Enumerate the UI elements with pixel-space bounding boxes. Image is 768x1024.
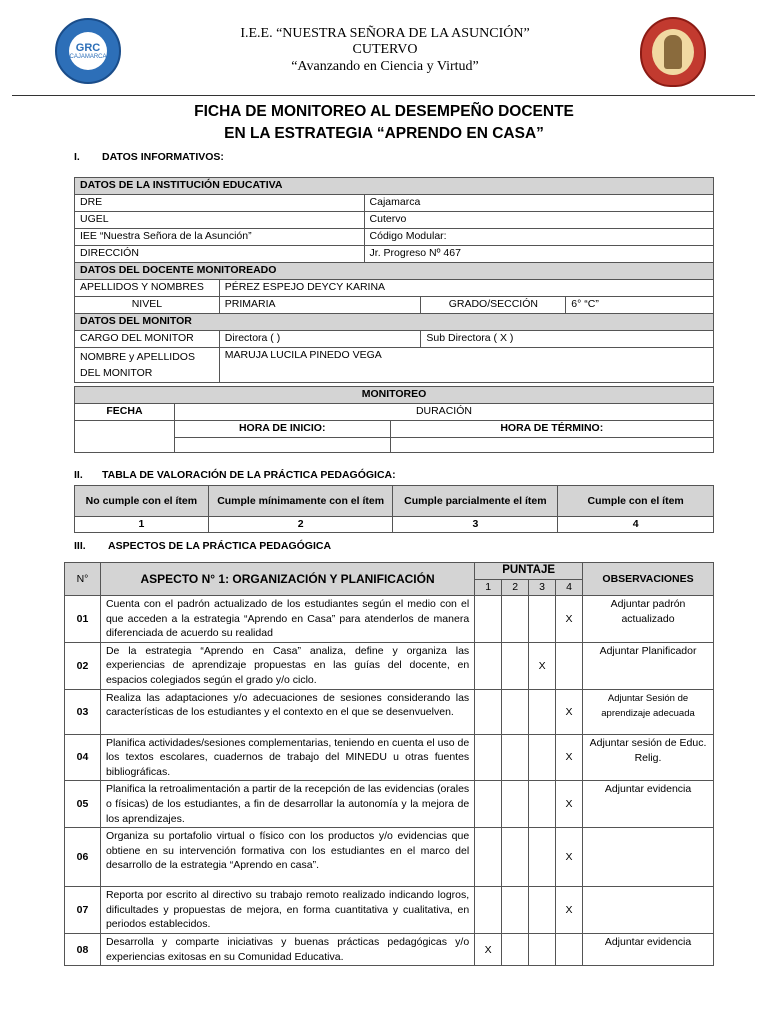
hora-inicio-value <box>174 438 390 453</box>
observation: Adjuntar sesión de Educ. Relig. <box>583 734 714 781</box>
aspect-row <box>65 933 714 965</box>
aspect-row <box>65 596 714 643</box>
score-mark-2 <box>502 887 529 934</box>
iee-label: IEE “Nuestra Señora de la Asunción” <box>75 229 365 246</box>
nombre-monitor-label: NOMBRE y APELLIDOS DEL MONITOR <box>75 348 220 383</box>
score-mark-2 <box>502 933 529 965</box>
score-mark-4 <box>556 642 583 689</box>
col-observaciones-header: OBSERVACIONES <box>583 563 714 596</box>
cargo-option-directora: Directora ( ) <box>219 331 421 348</box>
section3-heading <box>74 540 331 552</box>
valoracion-header-3: Cumple parcialmente el ítem <box>393 486 558 517</box>
score-col-1: 1 <box>475 580 502 596</box>
score-mark-4: X <box>556 734 583 781</box>
section3-number: III. <box>74 540 86 552</box>
score-mark-4: X <box>556 887 583 934</box>
score-mark-4: X <box>556 596 583 643</box>
nivel-value: PRIMARIA <box>219 297 421 314</box>
dre-value: Cajamarca <box>364 195 713 212</box>
col-aspecto-header: ASPECTO N° 1: ORGANIZACIÓN Y PLANIFICACIÓN <box>100 563 474 596</box>
section3-label: ASPECTOS DE LA PRÁCTICA PEDAGÓGICA <box>108 540 332 552</box>
aspect-number: 03 <box>65 689 101 734</box>
codigo-modular-label: Código Modular: <box>364 229 713 246</box>
score-mark-1: X <box>475 933 502 965</box>
score-mark-3 <box>529 828 556 887</box>
observation: Adjuntar Planificador <box>583 642 714 689</box>
aspect-description: Organiza su portafolio virtual o físico con los productos y/o evidencias que obtiene en su intervención formativa con los estudiantes en el marco del desarrollo de la estrategia “Aprendo en casa”. <box>100 828 474 887</box>
ugel-value: Cutervo <box>364 212 713 229</box>
score-mark-2 <box>502 642 529 689</box>
aspect-rows <box>65 596 714 966</box>
aspect-row <box>65 734 714 781</box>
fecha-label: FECHA <box>75 404 175 421</box>
cargo-label: CARGO DEL MONITOR <box>75 331 220 348</box>
score-mark-3 <box>529 781 556 828</box>
score-mark-3 <box>529 933 556 965</box>
monitoreo-header: MONITOREO <box>75 387 714 404</box>
score-mark-1 <box>475 887 502 934</box>
aspect-row <box>65 828 714 887</box>
valoracion-value-2: 2 <box>208 517 393 533</box>
aspect-row <box>65 642 714 689</box>
score-mark-1 <box>475 596 502 643</box>
aspect-number: 08 <box>65 933 101 965</box>
datos-informativos-table <box>74 177 714 383</box>
score-mark-4 <box>556 933 583 965</box>
school-motto: “Avanzando en Ciencia y Virtud” <box>291 59 479 74</box>
ugel-logo-text: GRC <box>75 42 101 54</box>
valoracion-value-4: 4 <box>558 517 714 533</box>
aspect-number: 07 <box>65 887 101 934</box>
aspect-number: 05 <box>65 781 101 828</box>
observation: Adjuntar evidencia <box>583 781 714 828</box>
ugel-label: UGEL <box>75 212 365 229</box>
score-mark-2 <box>502 689 529 734</box>
ugel-logo <box>55 18 121 84</box>
aspect-number: 04 <box>65 734 101 781</box>
aspect-number: 01 <box>65 596 101 643</box>
school-name: I.E.E. “NUESTRA SEÑORA DE LA ASUNCIÓN” <box>240 26 530 41</box>
score-mark-2 <box>502 828 529 887</box>
section2-heading <box>74 469 396 481</box>
page-header <box>0 0 768 96</box>
monitor-header: DATOS DEL MONITOR <box>75 314 714 331</box>
direccion-label: DIRECCIÓN <box>75 246 365 263</box>
section1-number: I. <box>74 151 80 163</box>
grado-label: GRADO/SECCIÓN <box>421 297 566 314</box>
aspectos-table <box>64 562 714 966</box>
score-mark-4: X <box>556 781 583 828</box>
aspect-row <box>65 689 714 734</box>
score-mark-1 <box>475 781 502 828</box>
apellidos-label: APELLIDOS Y NOMBRES <box>75 280 220 297</box>
nivel-label: NIVEL <box>75 297 220 314</box>
hora-termino-label: HORA DE TÉRMINO: <box>390 421 713 438</box>
aspect-number: 06 <box>65 828 101 887</box>
score-mark-3 <box>529 689 556 734</box>
aspect-description: Planifica actividades/sesiones complementarias, teniendo en cuenta el uso de los textos escolares, cuadernos de trabajo del MINEDU u otras fuentes bibliográficas. <box>100 734 474 781</box>
observation <box>583 828 714 887</box>
school-crest-logo <box>640 17 706 87</box>
section2-number: II. <box>74 469 83 481</box>
aspect-description: Desarrolla y comparte iniciativas y buenas prácticas pedagógicas y/o experiencias exitosas en su Comunidad Educativa. <box>100 933 474 965</box>
doc-title-line1: FICHA DE MONITOREO AL DESEMPEÑO DOCENTE <box>194 103 574 120</box>
ugel-logo-subtext: CAJAMARCA <box>69 54 107 60</box>
doc-title-line2: EN LA ESTRATEGIA “APRENDO EN CASA” <box>224 125 544 142</box>
monitoreo-table <box>74 386 714 453</box>
score-mark-1 <box>475 828 502 887</box>
aspect-description: Cuenta con el padrón actualizado de los estudiantes según el medio con el que acceden a la estrategia “Aprendo en Casa” para atenderlos de manera diferenciada de acuerdo su realidad <box>100 596 474 643</box>
score-mark-1 <box>475 734 502 781</box>
aspect-row <box>65 781 714 828</box>
valoracion-value-3: 3 <box>393 517 558 533</box>
valoracion-header-1: No cumple con el ítem <box>75 486 209 517</box>
valoracion-header-4: Cumple con el ítem <box>558 486 714 517</box>
grado-value: 6° “C” <box>566 297 714 314</box>
score-col-2: 2 <box>502 580 529 596</box>
docente-header: DATOS DEL DOCENTE MONITOREADO <box>75 263 714 280</box>
cargo-option-subdirectora: Sub Directora ( X ) <box>421 331 714 348</box>
apellidos-value: PÉREZ ESPEJO DEYCY KARINA <box>219 280 713 297</box>
aspect-row <box>65 887 714 934</box>
score-mark-3 <box>529 596 556 643</box>
score-mark-1 <box>475 642 502 689</box>
col-numero-header: N° <box>65 563 101 596</box>
nombre-monitor-value: MARUJA LUCILA PINEDO VEGA <box>219 348 713 383</box>
observation <box>583 887 714 934</box>
ie-header: DATOS DE LA INSTITUCIÓN EDUCATIVA <box>75 178 714 195</box>
direccion-value: Jr. Progreso Nº 467 <box>364 246 713 263</box>
school-city: CUTERVO <box>352 42 418 57</box>
fecha-value <box>75 421 175 453</box>
valoracion-value-1: 1 <box>75 517 209 533</box>
aspect-description: Realiza las adaptaciones y/o adecuaciones de sesiones considerando las características de los estudiantes y el contexto en el que se desenvuelven. <box>100 689 474 734</box>
dre-label: DRE <box>75 195 365 212</box>
score-mark-3 <box>529 734 556 781</box>
header-divider <box>12 95 755 96</box>
score-mark-3 <box>529 887 556 934</box>
hora-termino-value <box>390 438 713 453</box>
observation: Adjuntar Sesión de aprendizaje adecuada <box>583 689 714 734</box>
aspect-number: 02 <box>65 642 101 689</box>
score-mark-2 <box>502 781 529 828</box>
aspect-description: De la estrategia “Aprendo en Casa” analiza, define y organiza las experiencias de aprendizaje propuestas en las guías del docente, en espacios colegiados según el grado y/o ciclo. <box>100 642 474 689</box>
observation: Adjuntar evidencia <box>583 933 714 965</box>
score-mark-2 <box>502 734 529 781</box>
col-puntaje-header: PUNTAJE <box>475 563 583 580</box>
observation: Adjuntar padrón actualizado <box>583 596 714 643</box>
score-col-3: 3 <box>529 580 556 596</box>
aspect-description: Reporta por escrito al directivo su trabajo remoto realizado indicando logros, dificultades y propuestas de mejora, en forma cuantitativa y cualitativa, en periodos establecidos. <box>100 887 474 934</box>
score-mark-2 <box>502 596 529 643</box>
aspect-description: Planifica la retroalimentación a partir de la recepción de las evidencias (orales o físicas) de los estudiantes, a fin de desarrollar la autonomía y la mejora de los aprendizajes. <box>100 781 474 828</box>
section2-label: TABLA DE VALORACIÓN DE LA PRÁCTICA PEDAGÓGICA: <box>102 469 396 481</box>
score-mark-4: X <box>556 828 583 887</box>
score-mark-3: X <box>529 642 556 689</box>
score-col-4: 4 <box>556 580 583 596</box>
section1-heading <box>74 151 224 163</box>
score-mark-1 <box>475 689 502 734</box>
hora-inicio-label: HORA DE INICIO: <box>174 421 390 438</box>
valoracion-header-2: Cumple mínimamente con el ítem <box>208 486 393 517</box>
valoracion-table <box>74 485 714 533</box>
score-mark-4: X <box>556 689 583 734</box>
section1-label: DATOS INFORMATIVOS: <box>102 151 224 163</box>
duracion-label: DURACIÓN <box>174 404 713 421</box>
